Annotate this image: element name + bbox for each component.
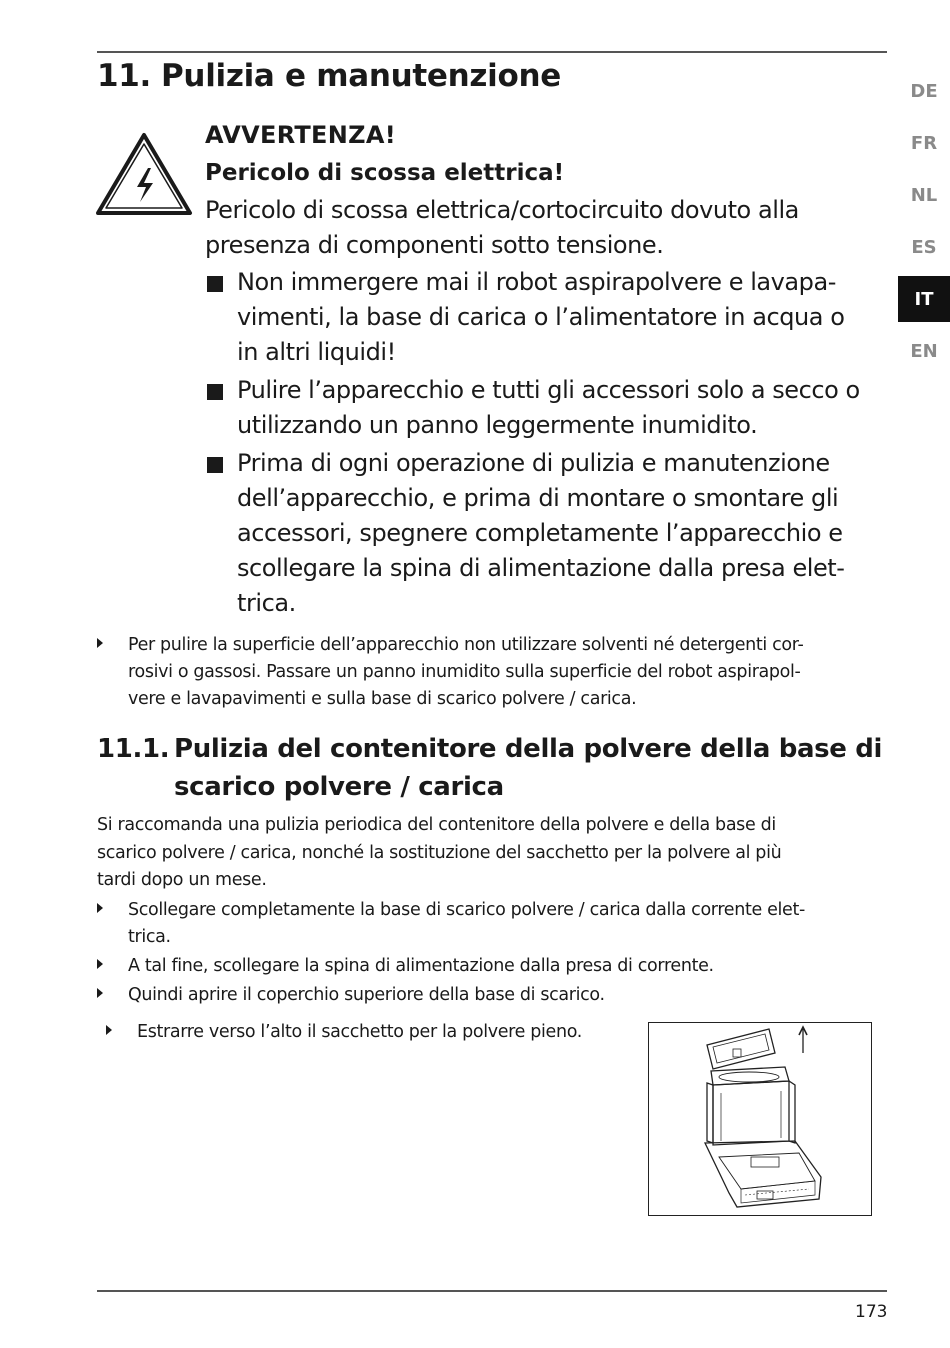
step-line: vere e lavapavimenti e sulla base di scarico polvere / carica. [128, 689, 637, 709]
warning-title: AVVERTENZA! [205, 121, 396, 149]
bottom-rule [97, 1290, 887, 1292]
page-number: 173 [855, 1302, 888, 1322]
dust-station-figure [648, 1022, 872, 1216]
step-line: A tal fine, scollegare la spina di alimentazione dalla presa di corrente. [128, 956, 714, 976]
arrow-bullet-icon [106, 1025, 112, 1035]
warning-item-line: vimenti, la base di carica o l’alimentatore in acqua o [237, 303, 845, 331]
language-tabs [898, 68, 950, 380]
intro-line: Si raccomanda una pulizia periodica del contenitore della polvere e della base di [97, 815, 776, 835]
tab-fr[interactable]: FR [910, 132, 938, 154]
square-bullet-icon [207, 457, 223, 473]
subsection-number: 11.1. [97, 734, 170, 764]
warning-list-item [205, 373, 895, 443]
intro-line: tardi dopo un mese. [97, 870, 267, 890]
warning-text-line: Pericolo di scossa elettrica/cortocircuito dovuto alla [205, 196, 799, 224]
tab-en[interactable]: EN [910, 340, 938, 362]
subsection-heading [97, 730, 897, 806]
arrow-bullet-icon [97, 903, 103, 913]
warning-subtitle: Pericolo di scossa elettrica! [205, 160, 565, 186]
tab-es[interactable]: ES [911, 236, 937, 258]
warning-block [205, 117, 895, 624]
warning-text [205, 193, 895, 263]
top-rule [97, 51, 887, 53]
warning-list [205, 265, 895, 621]
tab-nl[interactable]: NL [910, 184, 938, 206]
dust-station-open-lid-illustration [649, 1023, 871, 1215]
step-line: trica. [128, 927, 171, 947]
step-unplug [97, 897, 888, 951]
warning-item-line: Non immergere mai il robot aspirapolvere e lavapa- [237, 268, 836, 296]
warning-item-line: Prima di ogni operazione di pulizia e manutenzione [237, 449, 830, 477]
warning-item-line: accessori, spegnere completamente l’apparecchio e [237, 519, 843, 547]
step-line: Estrarre verso l’alto il sacchetto per la polvere pieno. [137, 1022, 582, 1042]
warning-item-line: trica. [237, 589, 296, 617]
warning-item-line: dell’apparecchio, e prima di montare o smontare gli [237, 484, 839, 512]
warning-item-line: utilizzando un panno leggermente inumidito. [237, 411, 758, 439]
electric-shock-warning-icon [95, 132, 193, 218]
step-open-lid [97, 982, 888, 1009]
warning-text-line: presenza di componenti sotto tensione. [205, 231, 664, 259]
step-remove-plug [97, 953, 888, 980]
section-number: 11. [97, 58, 152, 94]
intro-paragraph [97, 812, 877, 895]
subsection-title-line: Pulizia del contenitore della polvere della base di [174, 734, 883, 764]
square-bullet-icon [207, 276, 223, 292]
warning-list-item [205, 265, 895, 370]
arrow-bullet-icon [97, 988, 103, 998]
section-title: Pulizia e manutenzione [161, 58, 561, 94]
arrow-bullet-icon [97, 959, 103, 969]
square-bullet-icon [207, 384, 223, 400]
step-line: Scollegare completamente la base di scarico polvere / carica dalla corrente elet- [128, 900, 805, 920]
step-line: Quindi aprire il coperchio superiore della base di scarico. [128, 985, 605, 1005]
subsection-title-line: scarico polvere / carica [174, 772, 504, 802]
warning-list-item [205, 446, 895, 621]
intro-line: scarico polvere / carica, nonché la sostituzione del sacchetto per la polvere al più [97, 842, 782, 863]
arrow-bullet-icon [97, 638, 103, 648]
tab-it[interactable]: IT [898, 276, 950, 322]
step-line: rosivi o gassosi. Passare un panno inumidito sulla superficie del robot aspirapol- [128, 662, 801, 682]
step-line: Per pulire la superficie dell’apparecchio non utilizzare solventi né detergenti cor- [128, 635, 804, 655]
tab-de[interactable]: DE [910, 80, 938, 102]
warning-item-line: in altri liquidi! [237, 338, 396, 366]
general-cleaning-step [97, 632, 888, 713]
warning-item-line: scollegare la spina di alimentazione dalla presa elet- [237, 554, 845, 582]
step-remove-bag [106, 1019, 657, 1046]
warning-item-line: Pulire l’apparecchio e tutti gli accessori solo a secco o [237, 376, 860, 404]
section-heading [97, 58, 561, 94]
